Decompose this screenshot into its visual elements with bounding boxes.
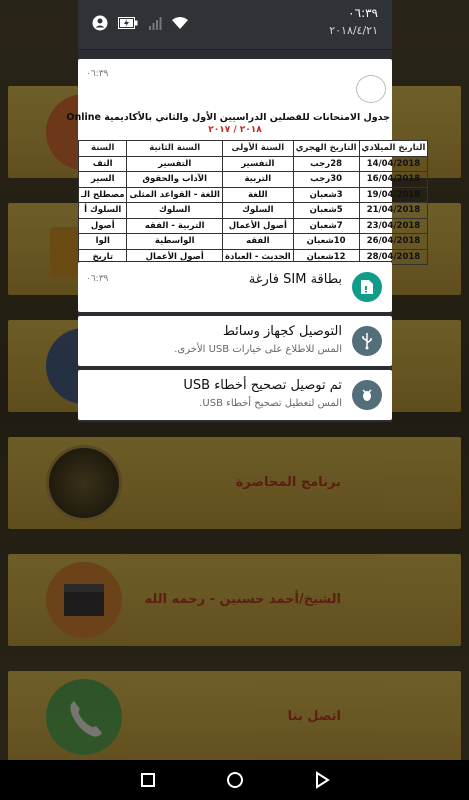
usb-icon [352,326,382,356]
status-icons [92,12,188,34]
table-cell: 26/04/2018 [359,234,428,250]
navigation-bar [0,760,469,800]
table-cell: 3شعبان [293,187,359,203]
table-row [79,218,428,234]
bug-icon [352,380,382,410]
table-cell: أصول الأعمال [222,218,293,234]
notification-title: تم توصيل تصحيح أخطاء USB [183,378,342,393]
table-cell: 14/04/2018 [359,156,428,172]
academy-logo-icon [356,75,386,103]
table-cell: الآداب والحقوق [127,172,222,188]
notification-title: بطاقة SIM فارغة [248,272,342,287]
back-button[interactable] [314,772,330,788]
status-time: ٠٦:٣٩ [348,6,378,20]
table-heading: جدول الامتحانات للفصلين الدراسيين الأول والثاني بالأكاديمية Online [66,112,390,123]
column-header: التاريخ الميلادي [359,141,428,157]
table-cell: 16/04/2018 [359,172,428,188]
table-row [79,172,428,188]
table-cell: 19/04/2018 [359,187,428,203]
table-cell: الواسطية [127,234,222,250]
table-cell: الفقه [222,234,293,250]
home-button[interactable] [226,771,244,789]
column-header: السنة [79,141,127,157]
notification-shade[interactable] [66,0,426,422]
table-cell: 7شعبان [293,218,359,234]
table-row [79,187,428,203]
list-item-label: الشيخ/أحمد حسنين - رحمه الله [144,592,341,607]
status-bar [78,0,392,50]
notification-time: ٠٦:٣٩ [86,69,109,79]
table-cell: 10شعبان [293,234,359,250]
table-cell: التفسير [222,156,293,172]
table-row [79,234,428,250]
table-cell: أصول [79,218,127,234]
table-cell: الوا [79,234,127,250]
column-header: السنة الأولى [222,141,293,157]
table-cell: 23/04/2018 [359,218,428,234]
table-cell: السلوك [127,203,222,219]
table-header-row [79,141,428,157]
exam-table [78,140,428,265]
list-item-label: برنامج المحاضرة [235,475,341,490]
notification-subtitle: المس لتعطيل تصحيح أخطاء USB. [199,398,342,409]
usb-debug-notification[interactable] [78,370,392,420]
signal-off-icon [148,16,162,30]
table-cell: 21/04/2018 [359,203,428,219]
table-row [79,203,428,219]
table-cell: السير [79,172,127,188]
wifi-icon [172,17,188,29]
battery-charging-icon [118,17,138,29]
table-cell: السلوك أ [79,203,127,219]
screenshot-notification[interactable] [66,59,426,262]
table-cell: الحديث - العبادة [222,249,293,265]
table-cell: اللغة - القواعد المثلى [127,187,222,203]
column-header: التاريخ الهجري [293,141,359,157]
table-cell: 30رجب [293,172,359,188]
notification-subtitle: المس للاطلاع على خيارات USB الأخرى. [174,344,342,355]
table-cell: السلوك [222,203,293,219]
table-cell: 5شعبان [293,203,359,219]
table-cell: تاريخ [79,249,127,265]
sim-card-icon [352,272,382,302]
sim-notification[interactable] [78,262,392,312]
table-row [79,156,428,172]
status-date: ٢٠١٨/٤/٢١ [329,24,378,37]
table-cell: 28/04/2018 [359,249,428,265]
list-item-label: اتصل بنا [287,709,341,724]
recents-button[interactable] [140,772,156,788]
table-cell: اللغة [222,187,293,203]
table-subheading: ٢٠١٨ / ٢٠١٧ [208,125,262,135]
table-cell: 28رجب [293,156,359,172]
table-cell: التف [79,156,127,172]
table-cell: أصول الأعمال [127,249,222,265]
table-cell: التربية - الفقه [127,218,222,234]
usb-media-notification[interactable] [78,316,392,366]
column-header: السنة الثانية [127,141,222,157]
notification-title: التوصيل كجهاز وسائط [222,324,342,339]
notification-time: ٠٦:٣٩ [86,274,109,284]
account-icon [92,15,108,31]
table-cell: التربية [222,172,293,188]
table-cell: التفسير [127,156,222,172]
table-cell: 12شعبان [293,249,359,265]
table-cell: مصطلح الـ [79,187,127,203]
